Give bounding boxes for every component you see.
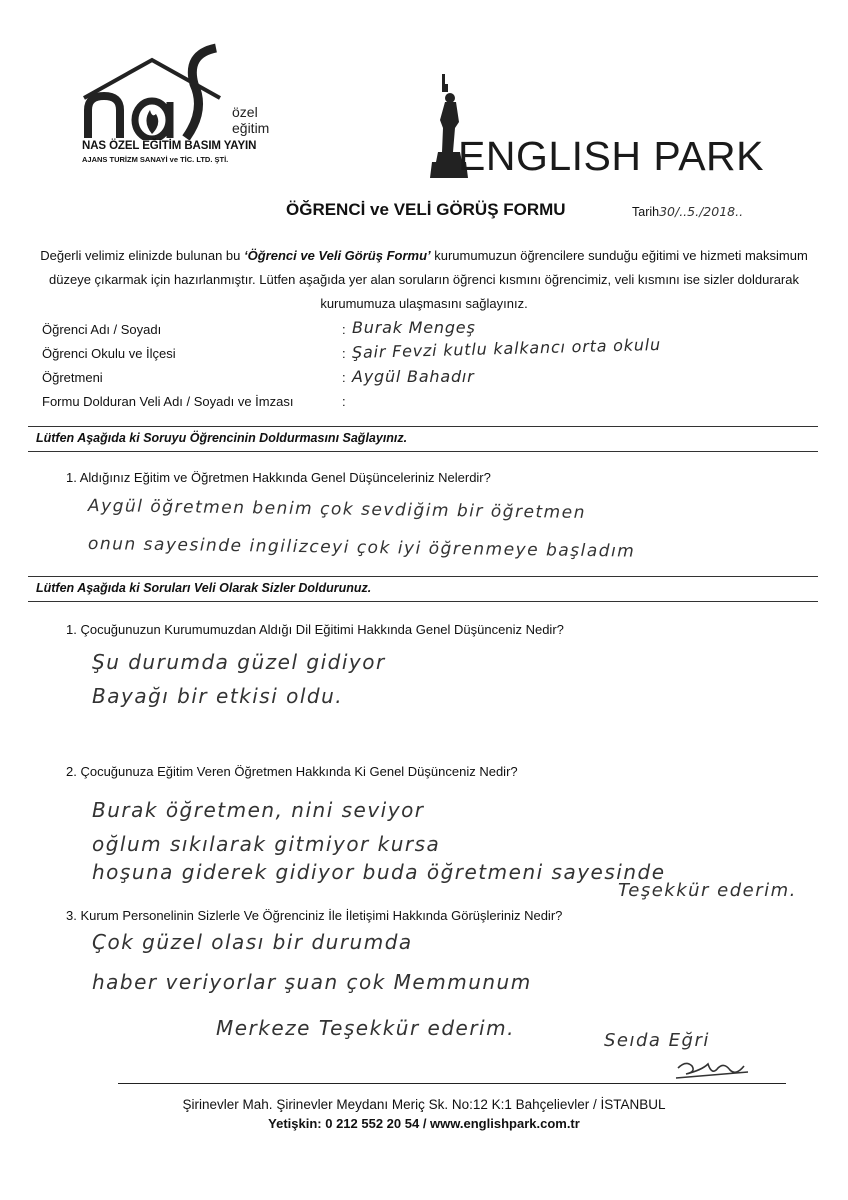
student-name-label: Öğrenci Adı / Soyadı bbox=[42, 322, 162, 337]
signature-name: Seıda Eğri bbox=[604, 1030, 710, 1051]
parent-section-header bbox=[28, 576, 818, 602]
intro-highlight: ‘Öğrenci ve Veli Görüş Formu’ bbox=[244, 248, 431, 263]
answer-line: Çok güzel olası bir durumda bbox=[92, 930, 413, 954]
form-title: ÖĞRENCİ ve VELİ GÖRÜŞ FORMU bbox=[286, 200, 566, 219]
date-value[interactable]: 30/..5./2018.. bbox=[659, 204, 744, 219]
footer-address: Şirinevler Mah. Şirinevler Meydanı Meriç Sk. No:12 K:1 Bahçelievler / İSTANBUL bbox=[182, 1097, 666, 1112]
signature-scribble-icon bbox=[672, 1058, 752, 1084]
footer-divider bbox=[118, 1083, 786, 1084]
date-label: Tarih bbox=[632, 205, 660, 219]
answer-line: Şu durumda güzel gidiyor bbox=[92, 650, 386, 674]
answer-line: haber veriyorlar şuan çok Memmunum bbox=[92, 970, 532, 994]
parent-section-heading: Lütfen Aşağıda ki Soruları Veli Olarak Sizler Doldurunuz. bbox=[36, 581, 372, 595]
student-school-label: Öğrenci Okulu ve İlçesi bbox=[42, 346, 176, 361]
english-park-logo bbox=[428, 72, 768, 182]
answer-line: onun sayesinde ingilizceyi çok iyi öğrenmeye başladım bbox=[87, 534, 636, 562]
student-school-value[interactable]: Şair Fevzi kutlu kalkancı orta okulu bbox=[351, 334, 662, 362]
intro-text-2: kurumumuzun öğrencilere sunduğu eğitimi ve hizmeti maksimum düzeye çıkarmak için hazırlanmıştır. Lütfen aşağıda yer alan soruların öğrenci kısmını öğrencimiz, veli kısmını ise sizler doldurarak kurumumuza ulaşmasını sağlayınız. bbox=[49, 248, 808, 311]
nas-logo bbox=[82, 40, 292, 190]
intro-text-1: Değerli velimiz elinizde bulunan bu bbox=[40, 248, 244, 263]
form-date bbox=[632, 204, 743, 219]
colon: : bbox=[342, 346, 346, 361]
intro-paragraph bbox=[36, 244, 812, 316]
parent-question-3: 3. Kurum Personelinin Sizlerle Ve Öğrenciniz İle İletişimi Hakkında Görüşleriniz Nedir? bbox=[66, 908, 563, 923]
student-question-1: 1. Aldığınız Eğitim ve Öğretmen Hakkında Genel Düşünceleriniz Nelerdir? bbox=[66, 470, 491, 485]
parent-name-label: Formu Dolduran Veli Adı / Soyadı ve İmzası bbox=[42, 394, 294, 409]
answer-line: hoşuna giderek gidiyor buda öğretmeni sayesinde bbox=[92, 860, 666, 884]
nas-company-sub: AJANS TURİZM SANAYİ ve TİC. LTD. ŞTİ. bbox=[82, 155, 229, 164]
answer-line: oğlum sıkılarak gitmiyor kursa bbox=[92, 832, 441, 856]
nas-ozel-text: özel bbox=[232, 104, 258, 120]
colon: : bbox=[342, 370, 346, 385]
answer-line: Aygül öğretmen benim çok sevdiğim bir öğretmen bbox=[87, 496, 587, 523]
answer-line: Bayağı bir etkisi oldu. bbox=[92, 684, 344, 708]
student-section-heading: Lütfen Aşağıda ki Soruyu Öğrencinin Doldurmasını Sağlayınız. bbox=[36, 431, 408, 445]
student-section-header bbox=[28, 426, 818, 452]
teacher-value[interactable]: Aygül Bahadır bbox=[352, 367, 475, 386]
parent-question-2: 2. Çocuğunuza Eğitim Veren Öğretmen Hakkında Ki Genel Düşünceniz Nedir? bbox=[66, 764, 518, 779]
parent-question-1: 1. Çocuğunuzun Kurumumuzdan Aldığı Dil Eğitimi Hakkında Genel Düşünceniz Nedir? bbox=[66, 622, 564, 637]
teacher-label: Öğretmeni bbox=[42, 370, 103, 385]
nas-company-name: NAS ÖZEL EĞİTİM BASIM YAYIN bbox=[82, 140, 257, 152]
colon: : bbox=[342, 394, 346, 409]
answer-line: Merkeze Teşekkür ederim. bbox=[216, 1016, 515, 1040]
nas-egitim-text: eğitim bbox=[232, 120, 270, 136]
student-name-value[interactable]: Burak Mengeş bbox=[352, 318, 476, 337]
answer-line: Burak öğretmen, nini seviyor bbox=[92, 798, 425, 822]
footer-contact: Yetişkin: 0 212 552 20 54 / www.englishpark.com.tr bbox=[268, 1116, 580, 1131]
colon: : bbox=[342, 322, 346, 337]
english-park-logo-text: ENGLISH PARK bbox=[458, 133, 764, 179]
answer-line: Teşekkür ederim. bbox=[618, 880, 797, 901]
